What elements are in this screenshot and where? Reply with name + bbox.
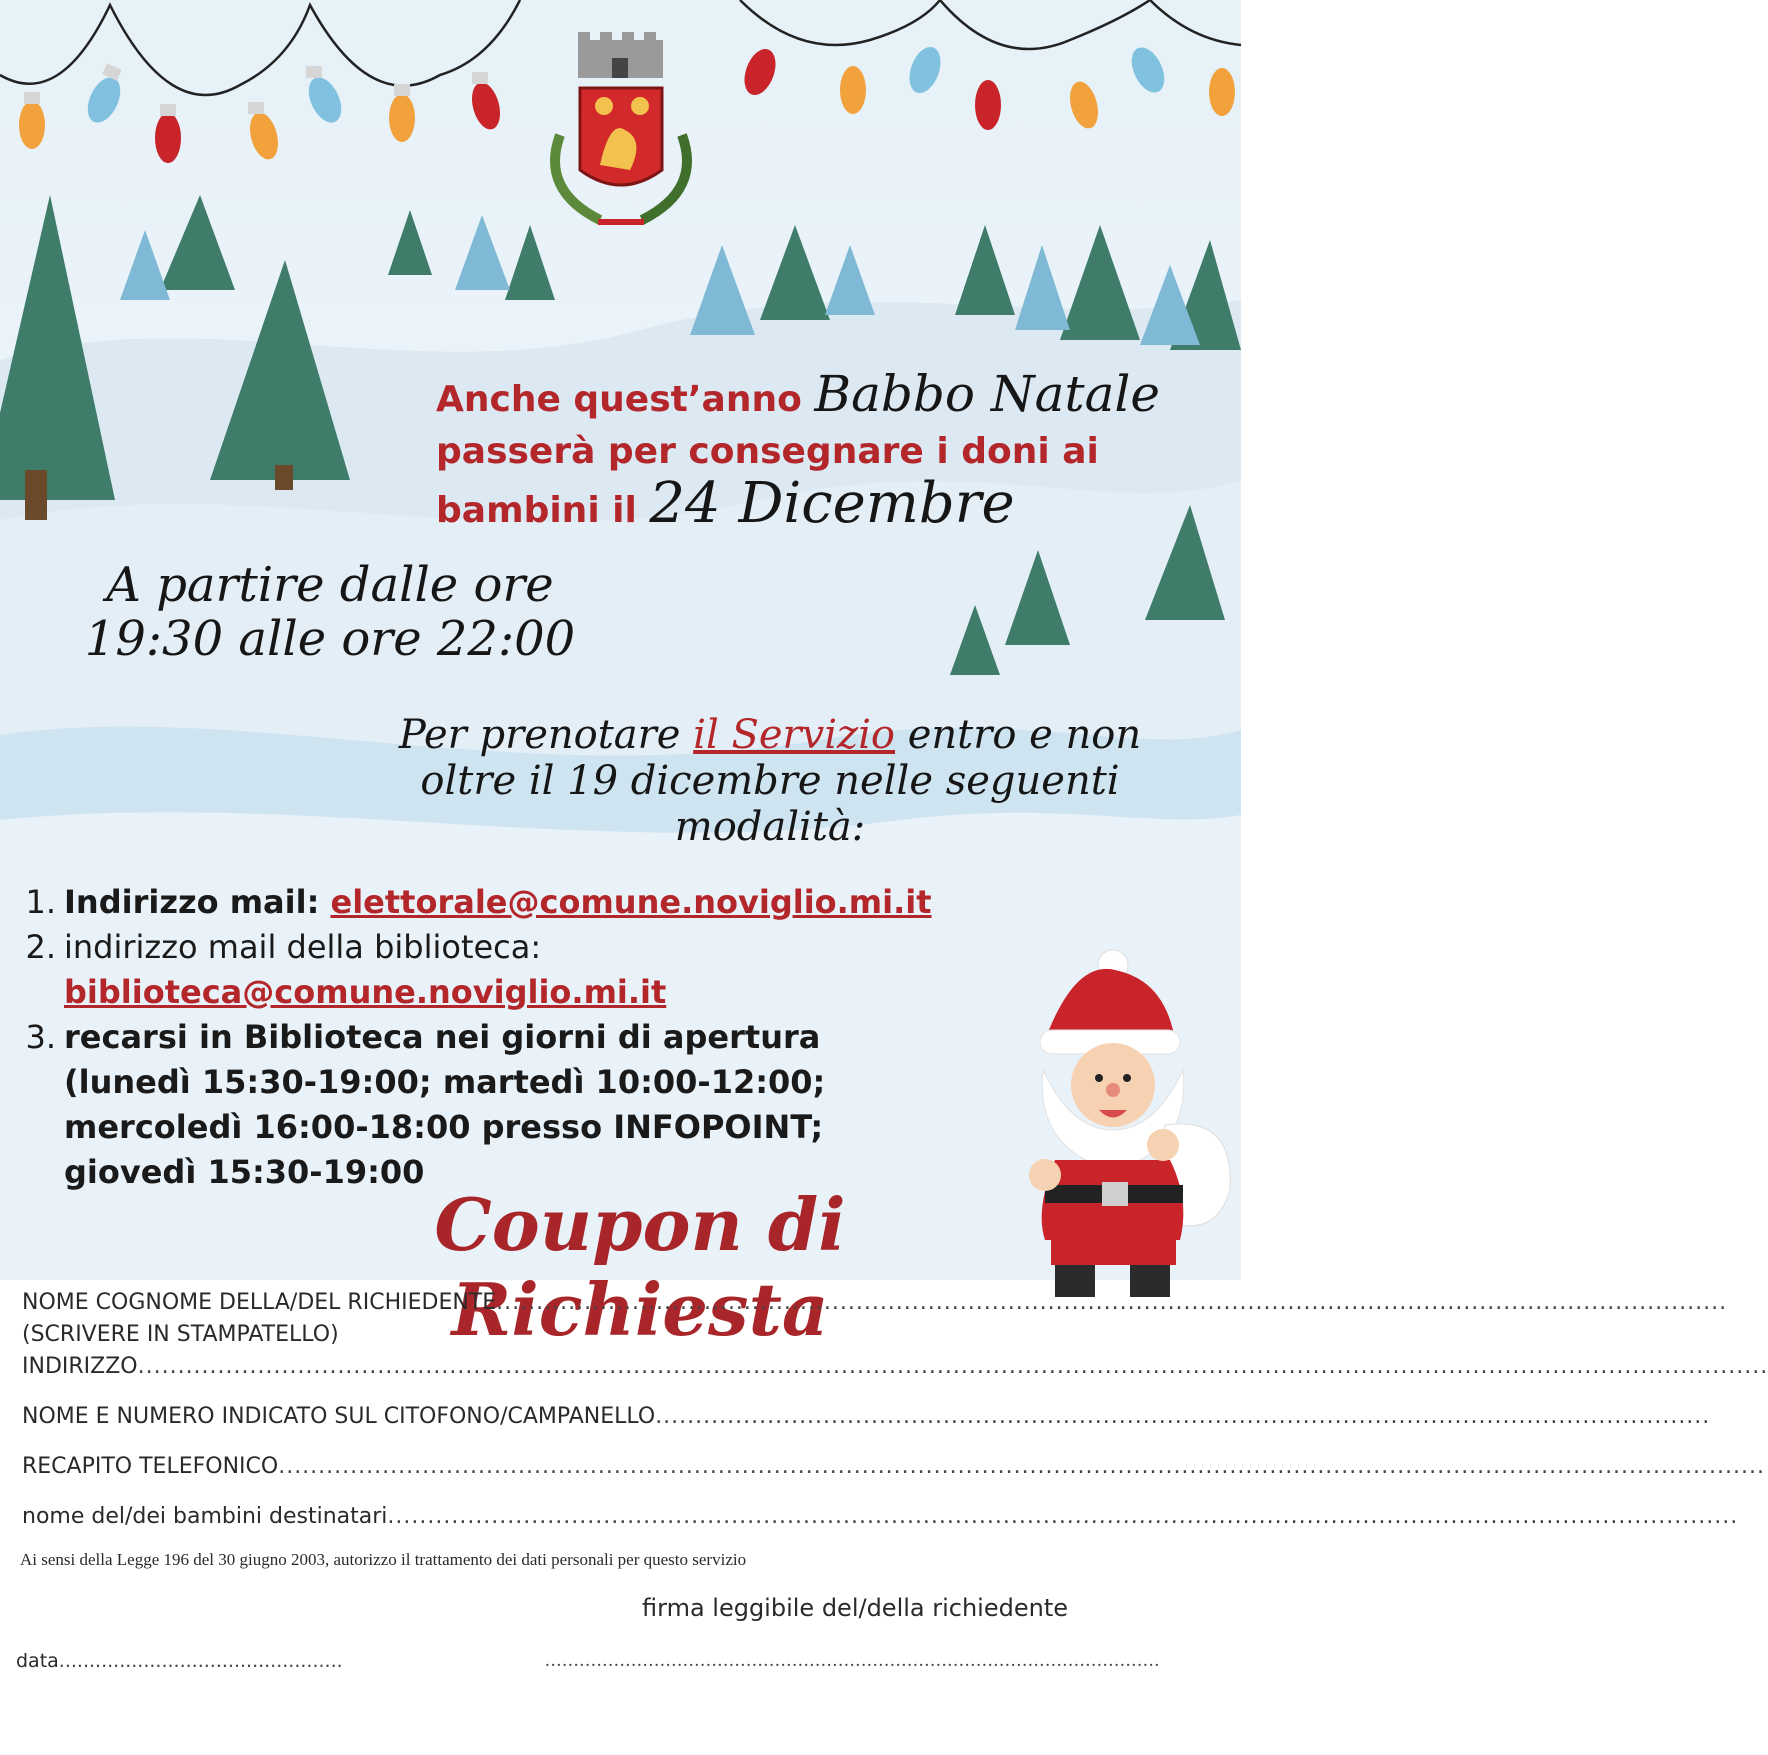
- form-field-name[interactable]: NOME COGNOME DELLA/DEL RICHIEDENTE..........................................................................................................................................................: [22, 1290, 1728, 1315]
- tree-trunk: [275, 465, 293, 490]
- time-line-2: 19:30 alle ore 22:00: [84, 611, 576, 667]
- time-block: [30, 558, 630, 666]
- date-label: data: [16, 1650, 59, 1672]
- list-item: [22, 925, 1002, 1015]
- form-field-phone[interactable]: RECAPITO TELEFONICO..........................................................................................................................................................................................: [22, 1454, 1765, 1479]
- field-label: NOME COGNOME DELLA/DEL RICHIEDENTE: [22, 1290, 497, 1315]
- form-field-intercom[interactable]: NOME E NUMERO INDICATO SUL CITOFONO/CAMPANELLO....................................................................................................................................: [22, 1404, 1711, 1429]
- list-number: 1.: [25, 883, 56, 921]
- headline-line-1: [436, 365, 1226, 426]
- email-link-elettorale[interactable]: elettorale@comune.noviglio.mi.it: [330, 883, 932, 921]
- christmas-lights-right: [739, 42, 1235, 131]
- form-field-children[interactable]: nome del/dei bambini destinatari.........................................................................................................................................................................: [22, 1504, 1739, 1529]
- light-string-left: [0, 0, 520, 95]
- list-item: [22, 880, 1002, 925]
- privacy-consent-text: Ai sensi della Legge 196 del 30 giugno 2003, autorizzo il trattamento dei dati personali per questo servizio: [20, 1550, 747, 1569]
- method-label: indirizzo mail della biblioteca:: [64, 928, 542, 966]
- headline-line-3: [436, 471, 1226, 537]
- time-line-1: A partire dalle ore: [106, 557, 554, 613]
- booking-text: Per prenotare: [398, 712, 694, 758]
- signature-line[interactable]: ...........................................................................................................: [545, 1650, 1161, 1671]
- list-item: [22, 1015, 914, 1195]
- form-field-note: (SCRIVERE IN STAMPATELLO): [22, 1322, 339, 1347]
- field-label: INDIRIZZO: [22, 1354, 138, 1379]
- headline-santa-script: Babbo Natale: [814, 365, 1160, 423]
- list-number: 2.: [25, 928, 56, 966]
- municipal-coat-of-arms: [555, 32, 687, 222]
- santa-claus-illustration: [1015, 950, 1240, 1310]
- headline-text: bambini il: [436, 490, 650, 531]
- headline: [436, 365, 1226, 537]
- signature-label: firma leggibile del/della richiedente: [642, 1594, 1068, 1622]
- booking-highlight: il Servizio: [693, 712, 895, 758]
- booking-text: entro e non oltre il 19 dicembre nelle seguenti modalità:: [420, 712, 1142, 850]
- headline-date-script: 24 Dicembre: [649, 471, 1015, 536]
- headline-line-2: passerà per consegnare i doni ai: [436, 431, 1099, 472]
- light-string-right: [740, 0, 1241, 49]
- method-text: recarsi in Biblioteca nei giorni di apertura (lunedì 15:30-19:00; martedì 10:00-12:00; mercoledì 16:00-18:00 presso INFOPOINT; giovedì 15:30-19:00: [64, 1018, 826, 1191]
- tree-trunk: [25, 470, 47, 520]
- field-label: nome del/dei bambini destinatari: [22, 1504, 388, 1529]
- field-label: NOME E NUMERO INDICATO SUL CITOFONO/CAMPANELLO: [22, 1404, 656, 1429]
- date-field[interactable]: data...............................................: [16, 1650, 343, 1672]
- method-label: Indirizzo mail:: [64, 883, 331, 921]
- field-label: RECAPITO TELEFONICO: [22, 1454, 279, 1479]
- coupon-title: Coupon di Richiesta: [434, 1182, 846, 1352]
- booking-instructions: [370, 712, 1170, 850]
- headline-text: Anche quest’anno: [436, 379, 815, 420]
- email-link-biblioteca[interactable]: biblioteca@comune.noviglio.mi.it: [64, 973, 667, 1011]
- list-number: 3.: [25, 1018, 56, 1056]
- booking-methods-list: [22, 880, 1002, 1195]
- form-field-address[interactable]: INDIRIZZO............................................................................................................................................................................................................: [22, 1354, 1768, 1379]
